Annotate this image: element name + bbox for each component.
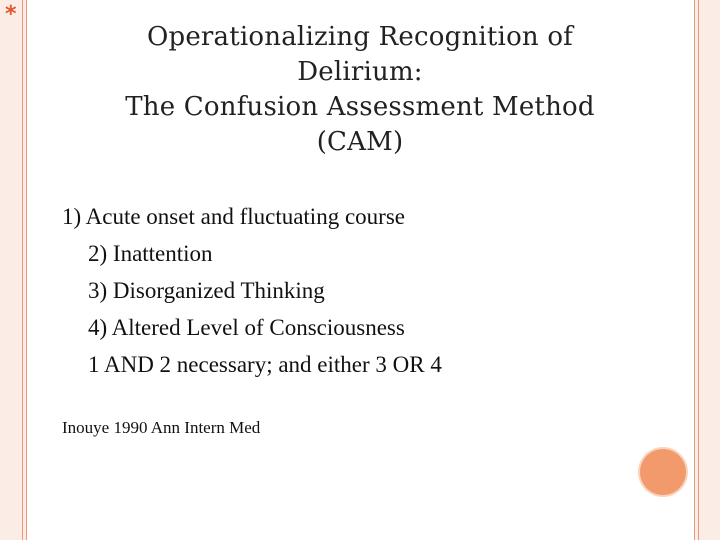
title-line-4: (CAM): [316, 127, 404, 157]
left-margin-rule: [22, 0, 23, 540]
criteria-item: 4) Altered Level of Consciousness: [88, 315, 405, 340]
title-line-3: The Confusion Assessment Method: [125, 92, 595, 122]
slide-title: [80, 20, 640, 160]
cam-criteria-list: [62, 198, 662, 383]
criteria-item: 2) Inattention: [88, 241, 213, 266]
criteria-item: 3) Disorganized Thinking: [88, 278, 325, 303]
citation: Inouye 1990 Ann Intern Med: [62, 418, 261, 437]
criteria-rule: 1 AND 2 necessary; and either 3 OR 4: [88, 352, 442, 377]
criteria-item: 1) Acute onset and fluctuating course: [62, 204, 405, 229]
bullet-star-icon: *: [5, 2, 17, 27]
right-margin-rule-inner: [698, 0, 699, 540]
title-line-2: Delirium:: [297, 57, 423, 87]
right-margin-rule: [694, 0, 695, 540]
left-margin-rule-inner: [26, 0, 27, 540]
title-line-1: Operationalizing Recognition of: [146, 22, 574, 52]
decorative-circle: [640, 449, 686, 495]
